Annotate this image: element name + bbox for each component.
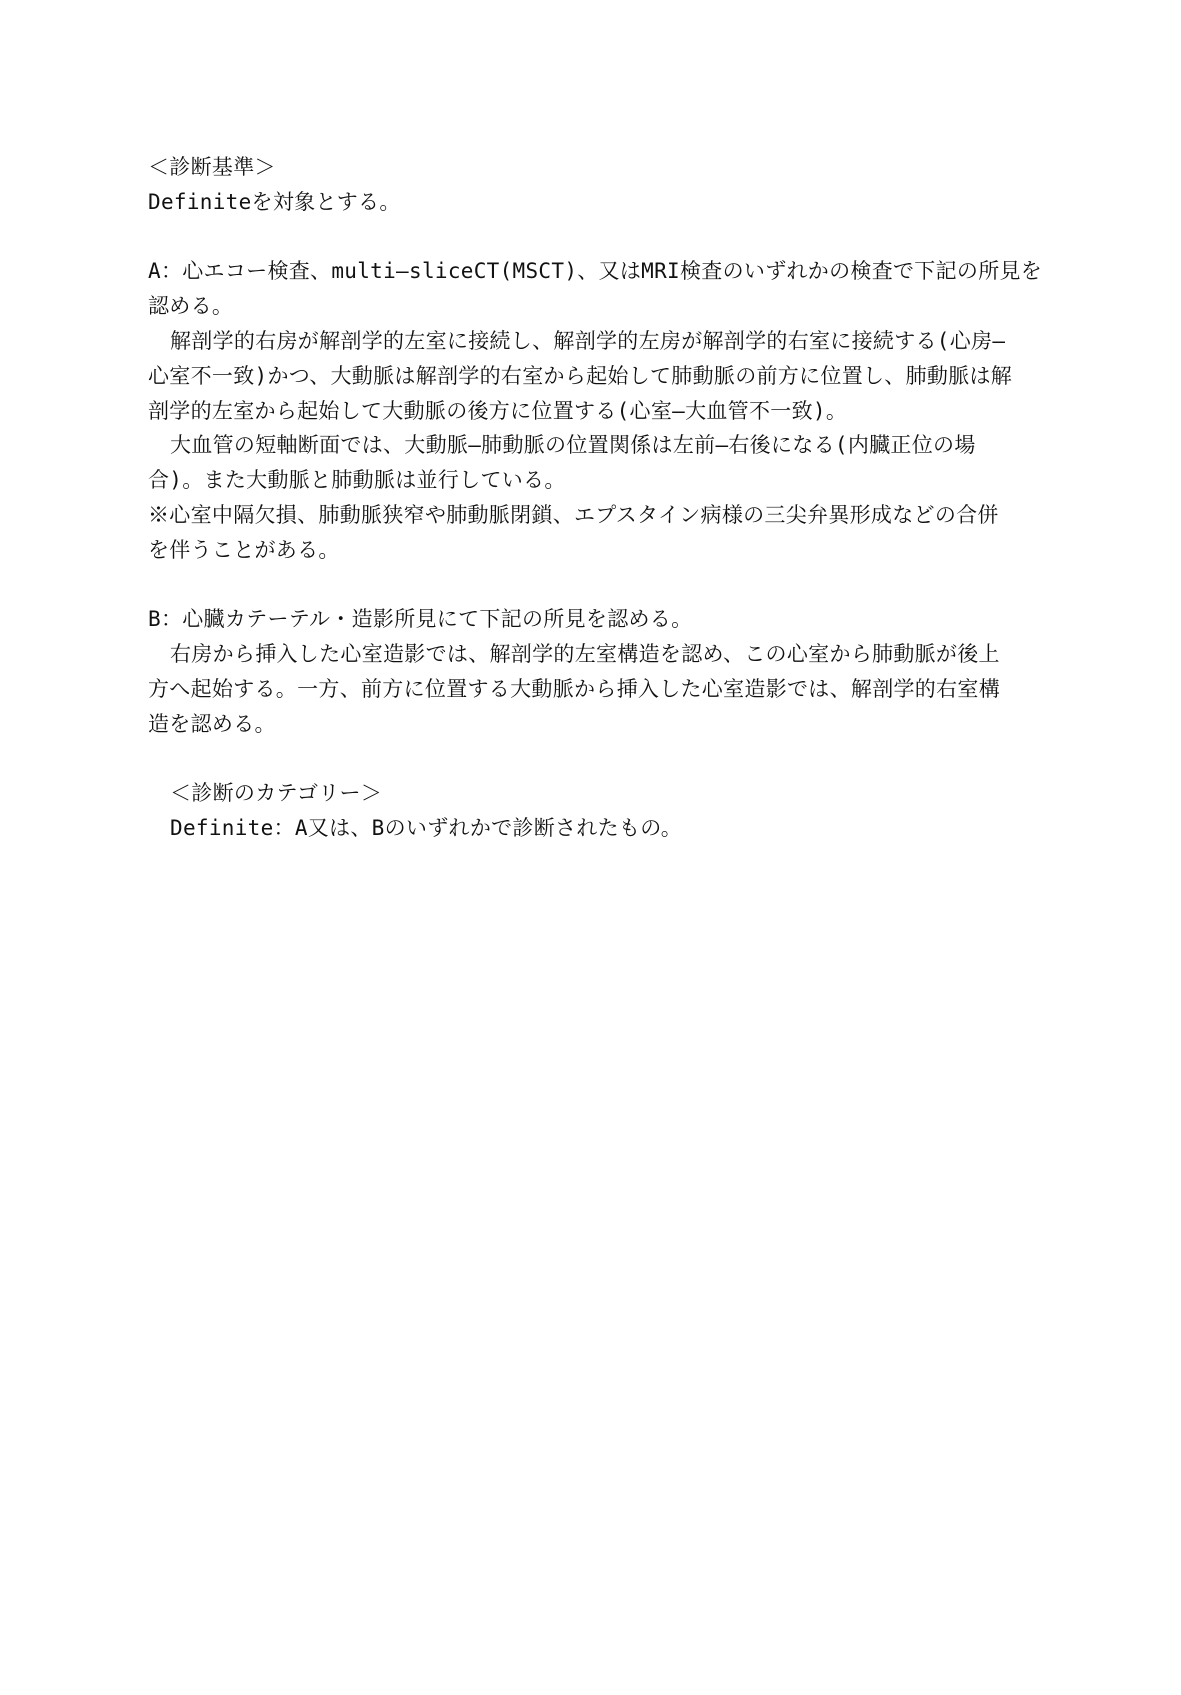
section-b-paragraph-1-line-1: 右房から挿入した心室造影では、解剖学的左室構造を認め、この心室から肺動脈が後上 xyxy=(170,642,1000,667)
section-a-paragraph-1-line-3: 剖学的左室から起始して大動脈の後方に位置する(心室—大血管不一致)。 xyxy=(148,398,848,423)
section-b-paragraph-1-line-3: 造を認める。 xyxy=(148,711,276,736)
spacer xyxy=(148,220,1038,255)
section-a-paragraph-1-line-2: 心室不一致)かつ、大動脈は解剖学的右室から起始して肺動脈の前方に位置し、肺動脈は解 xyxy=(148,363,1013,388)
section-b-line-1: B：心臓カテーテル・造影所見にて下記の所見を認める。 xyxy=(148,607,693,632)
section-b xyxy=(148,602,1038,741)
section-a-note-line-1: ※心室中隔欠損、肺動脈狭窄や肺動脈閉鎖、エプスタイン病様の三尖弁異形成などの合併 xyxy=(148,502,999,527)
section-a-line-1: A：心エコー検査、multi—sliceCT(MSCT)、又はMRI検査のいずれかの検査で下記の所見を xyxy=(148,259,1043,284)
criteria-intro: Definiteを対象とする。 xyxy=(148,189,401,214)
category-heading: ＜診断のカテゴリー＞ xyxy=(170,781,383,806)
category-definition: Definite：A又は、Bのいずれかで診断されたもの。 xyxy=(170,816,682,841)
section-a-line-2: 認める。 xyxy=(148,294,234,319)
criteria-heading: ＜診断基準＞ xyxy=(148,155,276,179)
category-section xyxy=(148,776,1038,846)
document-page xyxy=(148,150,1043,846)
section-a-note-line-2: を伴うことがある。 xyxy=(148,537,340,562)
section-a xyxy=(148,254,1043,567)
section-b-paragraph-1-line-2: 方へ起始する。一方、前方に位置する大動脈から挿入した心室造影では、解剖学的右室構 xyxy=(148,676,1000,701)
section-a-paragraph-2-line-1: 大血管の短軸断面では、大動脈—肺動脈の位置関係は左前—右後になる(内臓正位の場 xyxy=(170,433,976,458)
spacer xyxy=(148,742,1038,777)
section-a-paragraph-2-line-2: 合)。また大動脈と肺動脈は並行している。 xyxy=(148,468,566,493)
spacer xyxy=(148,568,1038,603)
section-a-paragraph-1-line-1: 解剖学的右房が解剖学的左室に接続し、解剖学的左房が解剖学的右室に接続する(心房— xyxy=(170,328,1006,353)
